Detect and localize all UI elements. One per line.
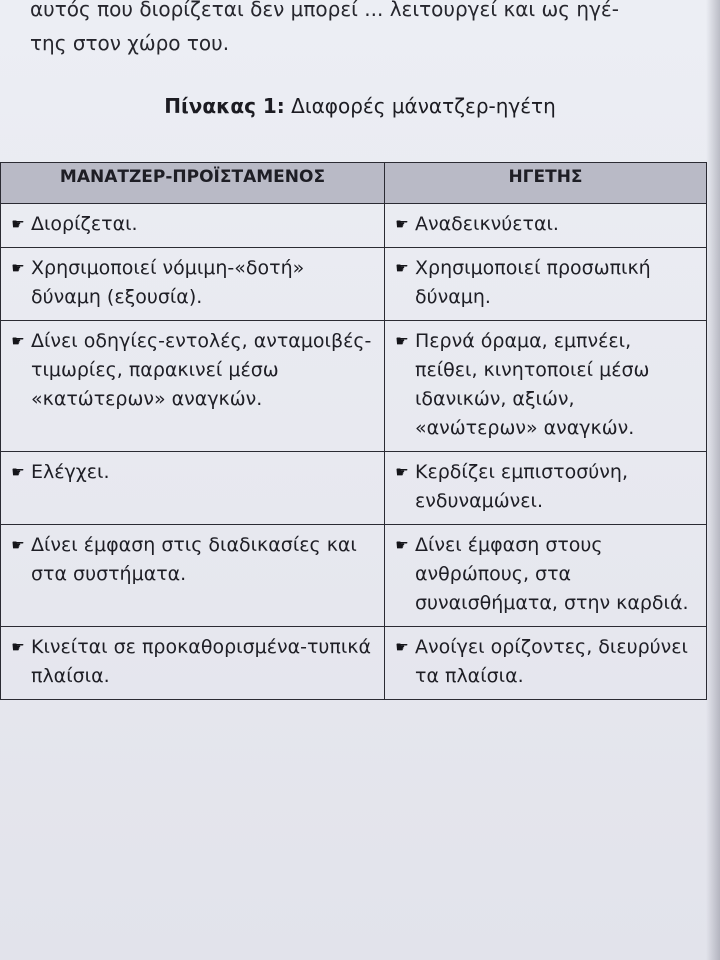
leader-cell xyxy=(385,204,707,248)
table-row xyxy=(1,525,707,627)
table-row xyxy=(1,248,707,321)
page-edge-shadow xyxy=(706,0,720,960)
table-row xyxy=(1,452,707,525)
leader-text: Περνά όραμα, εμπνέει, πείθει, κινητοποιεί μέσω ιδανικών, αξιών, «ανώτερων» αναγκών. xyxy=(415,330,650,439)
header-manager: ΜΑΝΑΤΖΕΡ-ΠΡΟΪΣΤΑΜΕΝΟΣ xyxy=(1,163,385,204)
manager-cell xyxy=(1,321,385,452)
manager-cell xyxy=(1,248,385,321)
pointing-hand-icon: ☛ xyxy=(11,638,25,656)
pointing-hand-icon: ☛ xyxy=(395,332,409,350)
pointing-hand-icon: ☛ xyxy=(395,259,409,277)
intro-line-1: αυτός που διορίζεται δεν μπορεί ... λειτουργεί και ως ηγέ- xyxy=(30,0,619,21)
table-row xyxy=(1,627,707,700)
pointing-hand-icon: ☛ xyxy=(11,259,25,277)
pointing-hand-icon: ☛ xyxy=(395,463,409,481)
manager-text: Χρησιμοποιεί νόμιμη-«δοτή» δύναμη (εξουσία). xyxy=(31,257,305,308)
table-row xyxy=(1,204,707,248)
pointing-hand-icon: ☛ xyxy=(395,536,409,554)
leader-cell xyxy=(385,248,707,321)
manager-text: Ελέγχει. xyxy=(31,461,110,483)
pointing-hand-icon: ☛ xyxy=(395,638,409,656)
leader-text: Δίνει έμφαση στους ανθρώπους, στα συναισθήματα, στην καρδιά. xyxy=(415,534,689,614)
pointing-hand-icon: ☛ xyxy=(11,463,25,481)
header-leader: ΗΓΕΤΗΣ xyxy=(385,163,707,204)
leader-text: Κερδίζει εμπιστοσύνη, ενδυναμώνει. xyxy=(415,461,628,512)
manager-text: Δίνει έμφαση στις διαδικασίες και στα συστήματα. xyxy=(31,534,357,585)
manager-cell xyxy=(1,525,385,627)
leader-text: Αναδεικνύεται. xyxy=(415,213,559,235)
leader-cell xyxy=(385,452,707,525)
intro-paragraph xyxy=(30,0,700,60)
manager-cell xyxy=(1,627,385,700)
manager-text: Διορίζεται. xyxy=(31,213,138,235)
pointing-hand-icon: ☛ xyxy=(395,215,409,233)
leader-cell xyxy=(385,525,707,627)
leader-text: Χρησιμοποιεί προσωπική δύναμη. xyxy=(415,257,651,308)
manager-cell xyxy=(1,204,385,248)
table-header-row xyxy=(1,163,707,204)
manager-text: Δίνει οδηγίες-εντολές, ανταμοιβές-τιμωρίες, παρακινεί μέσω «κατώτερων» αναγκών. xyxy=(31,330,372,410)
manager-text: Κινείται σε προκαθορισμένα-τυπικά πλαίσια. xyxy=(31,636,371,687)
manager-cell xyxy=(1,452,385,525)
caption-title: Διαφορές μάνατζερ-ηγέτη xyxy=(291,94,556,118)
pointing-hand-icon: ☛ xyxy=(11,536,25,554)
caption-label: Πίνακας 1: xyxy=(164,94,285,118)
table-row xyxy=(1,321,707,452)
pointing-hand-icon: ☛ xyxy=(11,215,25,233)
comparison-table xyxy=(0,162,707,700)
pointing-hand-icon: ☛ xyxy=(11,332,25,350)
leader-cell xyxy=(385,627,707,700)
table-caption xyxy=(0,94,720,118)
intro-line-2: της στον χώρο του. xyxy=(30,31,230,55)
leader-text: Ανοίγει ορίζοντες, διευρύνει τα πλαίσια. xyxy=(415,636,688,687)
leader-cell xyxy=(385,321,707,452)
